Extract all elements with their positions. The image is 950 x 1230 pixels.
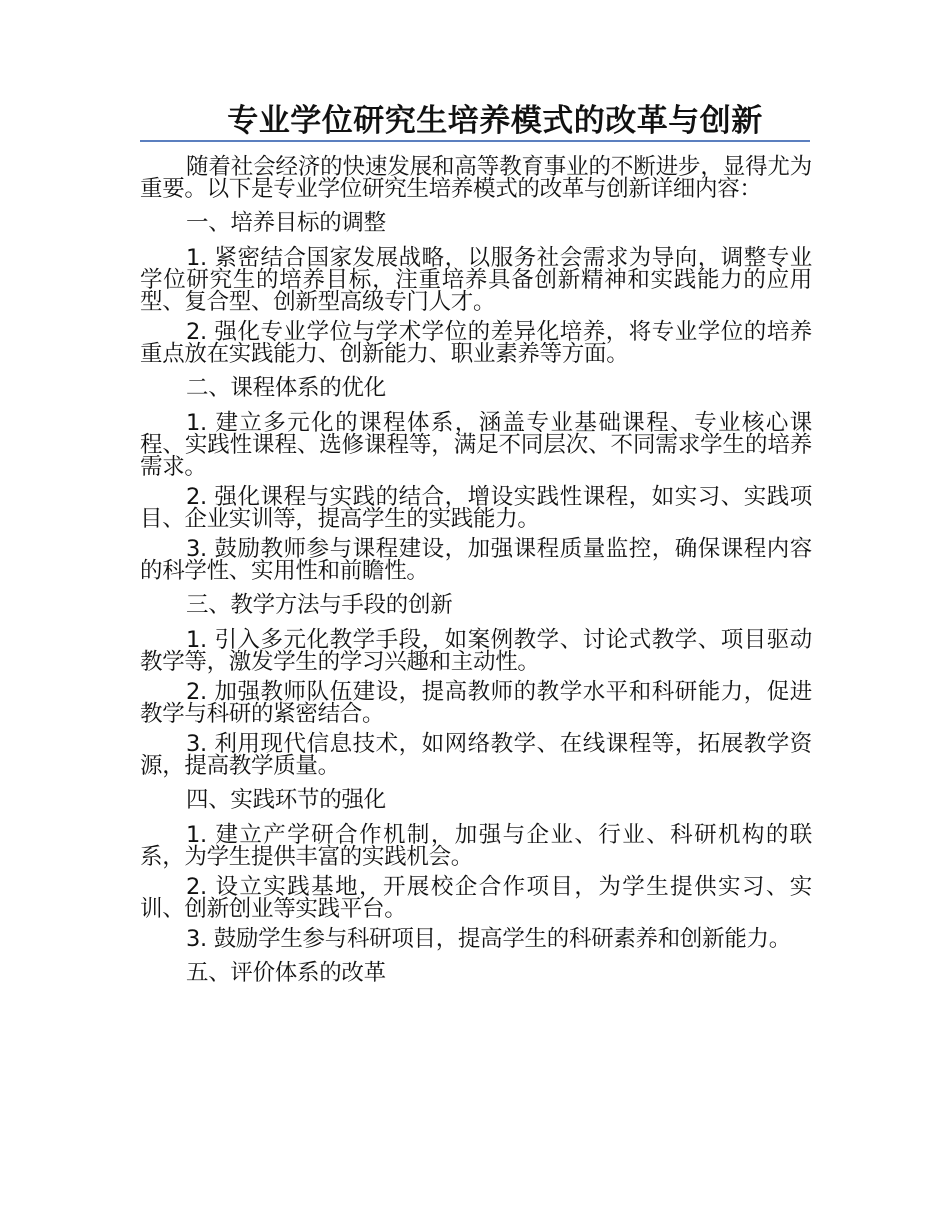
section-2-item-3: 3. 鼓励教师参与课程建设，加强课程质量监控，确保课程内容的科学性、实用性和前瞻性。	[140, 536, 812, 584]
section-3-item-1: 1. 引入多元化教学手段，如案例教学、讨论式教学、项目驱动教学等，激发学生的学习兴趣和主动性。	[140, 627, 812, 675]
section-heading-1: 一、培养目标的调整	[186, 210, 386, 236]
section-heading-2: 二、课程体系的优化	[186, 375, 386, 401]
section-4-item-2: 2. 设立实践基地，开展校企合作项目，为学生提供实习、实训、创新创业等实践平台。	[140, 874, 812, 922]
section-4-item-3: 3. 鼓励学生参与科研项目，提高学生的科研素养和创新能力。	[186, 926, 791, 952]
section-1-item-2: 2. 强化专业学位与学术学位的差异化培养，将专业学位的培养重点放在实践能力、创新能力、职业素养等方面。	[140, 319, 812, 367]
section-3-item-3: 3. 利用现代信息技术，如网络教学、在线课程等，拓展教学资源，提高教学质量。	[140, 731, 812, 779]
section-2-item-1: 1. 建立多元化的课程体系，涵盖专业基础课程、专业核心课程、实践性课程、选修课程等，满足不同层次、不同需求学生的培养需求。	[140, 410, 812, 480]
section-1-item-1: 1. 紧密结合国家发展战略，以服务社会需求为导向，调整专业学位研究生的培养目标，注重培养具备创新精神和实践能力的应用型、复合型、创新型高级专门人才。	[140, 245, 812, 315]
section-heading-5: 五、评价体系的改革	[186, 960, 386, 986]
section-heading-3: 三、教学方法与手段的创新	[186, 592, 453, 618]
document-title: 专业学位研究生培养模式的改革与创新	[140, 100, 810, 142]
intro-paragraph: 随着社会经济的快速发展和高等教育事业的不断进步，显得尤为重要。以下是专业学位研究生培养模式的改革与创新详细内容：	[140, 154, 812, 202]
document-body	[140, 156, 812, 997]
section-heading-4: 四、实践环节的强化	[186, 787, 386, 813]
section-2-item-2: 2. 强化课程与实践的结合，增设实践性课程，如实习、实践项目、企业实训等，提高学生的实践能力。	[140, 484, 812, 532]
section-4-item-1: 1. 建立产学研合作机制，加强与企业、行业、科研机构的联系，为学生提供丰富的实践机会。	[140, 822, 812, 870]
section-3-item-2: 2. 加强教师队伍建设，提高教师的教学水平和科研能力，促进教学与科研的紧密结合。	[140, 679, 812, 727]
